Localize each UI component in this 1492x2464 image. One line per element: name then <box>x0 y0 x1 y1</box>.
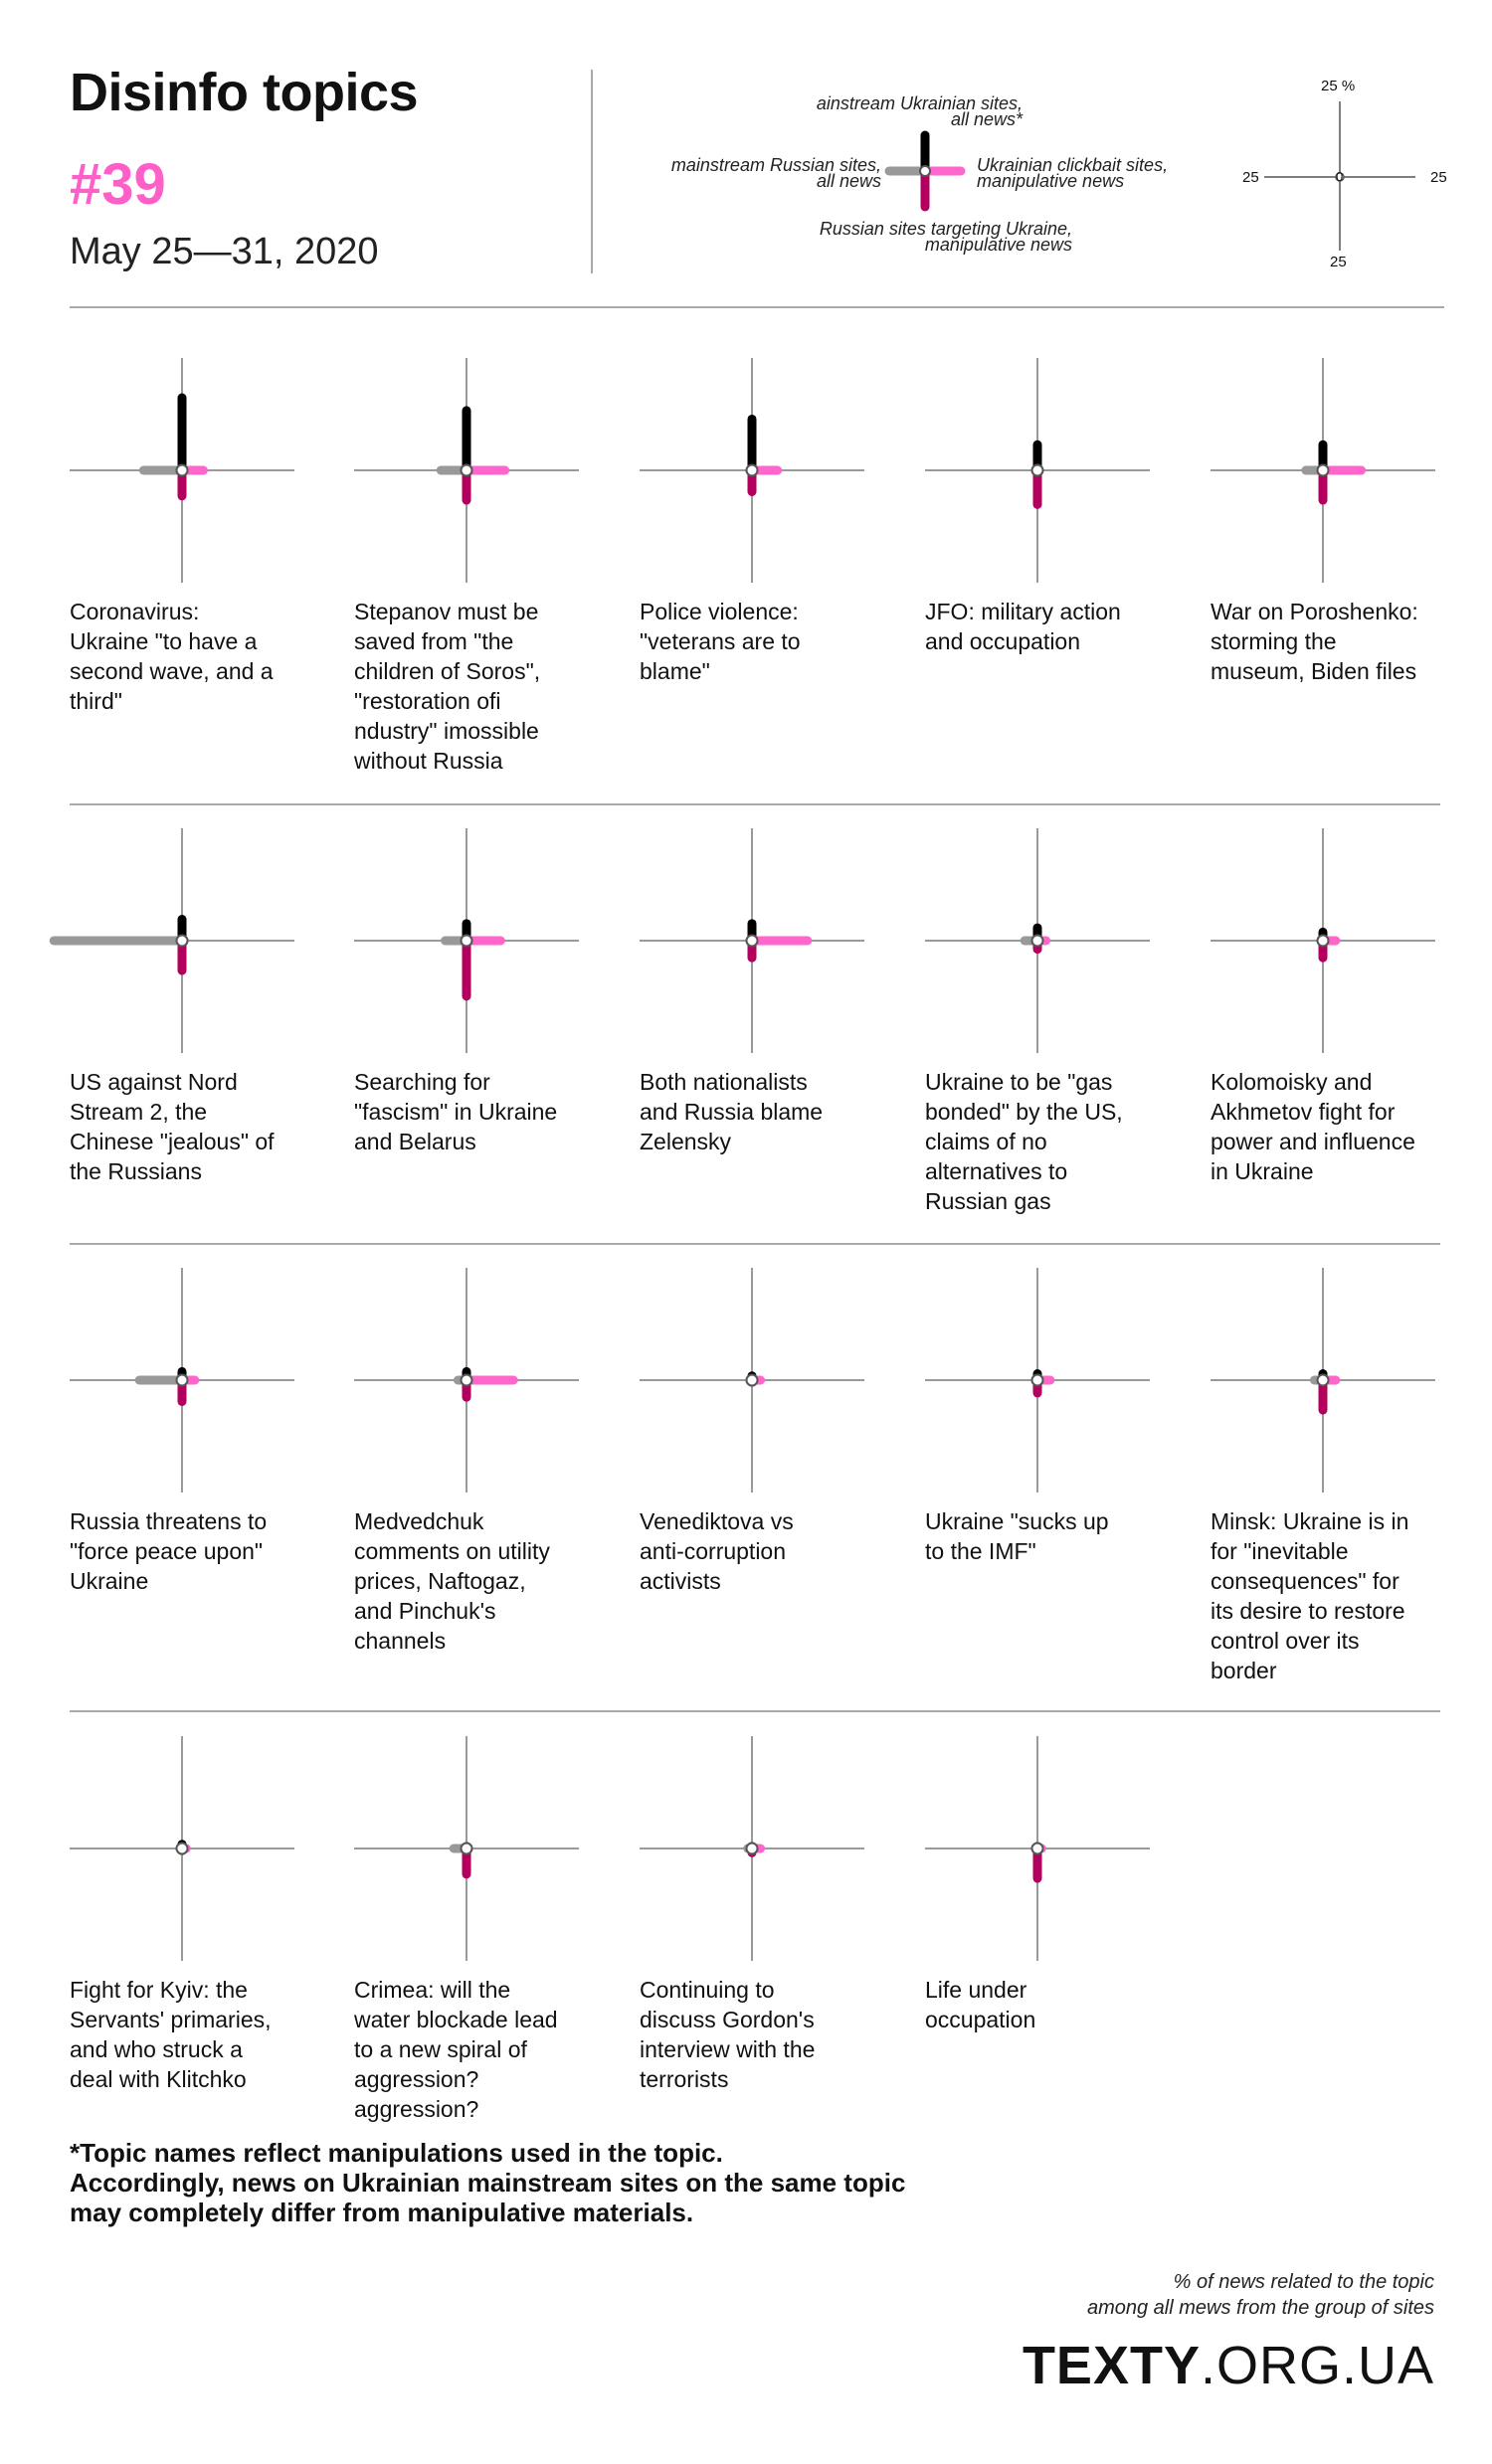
topic-label: Both nationalists and Russia blame Zelensky <box>640 1069 824 1154</box>
row-divider <box>70 1710 1440 1712</box>
topic-label: Ukraine "sucks up to the IMF" <box>925 1508 1109 1564</box>
scale-right-label: 25 <box>1430 169 1447 186</box>
center-dot <box>462 465 472 476</box>
topic-label: Continuing to discuss Gordon's interview with the terrorists <box>640 1977 816 2092</box>
center-dot <box>747 465 758 476</box>
center-dot <box>462 1844 472 1854</box>
scale-center-label: 0 <box>1336 169 1344 184</box>
topic-label: Venediktova vs anti-corruption activists <box>640 1508 794 1594</box>
date-range: May 25—31, 2020 <box>70 231 379 272</box>
center-dot <box>177 1375 188 1386</box>
page-title: Disinfo topics <box>70 63 419 122</box>
scale-top-label: 25 % <box>1321 78 1356 94</box>
center-dot <box>462 936 472 947</box>
center-dot <box>1032 1375 1043 1386</box>
issue-number: #39 <box>70 152 166 217</box>
center-dot <box>747 936 758 947</box>
units-note: % of news related to the topic among all mews from the group of sites <box>1086 2271 1434 2319</box>
topic-label: Medvedchuk comments on utility prices, Naftogaz, and Pinchuk's channels <box>354 1508 550 1654</box>
center-dot <box>177 1844 188 1854</box>
row-divider <box>70 1243 1440 1245</box>
topic-label: War on Poroshenko: storming the museum, Biden files <box>1211 599 1418 684</box>
topic-label: Ukraine to be "gas bonded" by the US, claims of no alternatives to Russian gas <box>925 1069 1123 1214</box>
center-dot <box>1032 465 1043 476</box>
brand-bold: TEXTY <box>1022 2336 1201 2395</box>
header-rule <box>70 306 1444 308</box>
center-dot <box>747 1844 758 1854</box>
center-dot <box>177 465 188 476</box>
topic-label: Crimea: will the water blockade lead to a new spiral of aggression? aggression? <box>354 1977 558 2122</box>
legend <box>597 60 1492 278</box>
header-divider <box>591 70 593 273</box>
footnote: *Topic names reflect manipulations used in the topic. Accordingly, news on Ukrainian mainstream sites on the same topic may completely differ from manipulative materials. <box>70 2138 906 2227</box>
topic-label: Fight for Kyiv: the Servants' primaries, and who struck a deal with Klitchko <box>70 1977 272 2092</box>
row-divider <box>70 803 1440 805</box>
center-dot <box>462 1375 472 1386</box>
scale-left-label: 25 <box>1242 169 1259 186</box>
topic-label: Life under occupation <box>925 1977 1036 2032</box>
center-dot <box>1032 1844 1043 1854</box>
center-dot <box>747 1375 758 1386</box>
brand-logo <box>1023 2335 1434 2396</box>
topic-label: Russia threatens to "force peace upon" Ukraine <box>70 1508 268 1594</box>
legend-right-label: Ukrainian clickbait sites, manipulative news <box>977 155 1169 191</box>
scale-bottom-label: 25 <box>1330 254 1347 270</box>
center-dot <box>1318 465 1329 476</box>
center-dot <box>1032 936 1043 947</box>
topic-label: Searching for "fascism" in Ukraine and Belarus <box>354 1069 558 1154</box>
topic-label: Minsk: Ukraine is in for "inevitable consequences" for its desire to restore control over its border <box>1211 1508 1409 1683</box>
topic-label: Stepanov must be saved from "the children of Soros", "restoration ofi ndustry" imossible without Russia <box>354 599 541 774</box>
legend-left-label: mainstream Russian sites, all news <box>670 155 881 191</box>
topic-label: Kolomoisky and Akhmetov fight for power and influence in Ukraine <box>1211 1069 1415 1184</box>
center-dot <box>177 936 188 947</box>
scale-cross <box>597 60 1492 278</box>
brand-rest: .ORG.UA <box>1200 2336 1434 2395</box>
topic-label: US against Nord Stream 2, the Chinese "jealous" of the Russians <box>70 1069 275 1184</box>
topic-label: JFO: military action and occupation <box>925 599 1121 654</box>
center-dot <box>1318 1375 1329 1386</box>
legend-top-label: ainstream Ukrainian sites, all news* <box>816 93 1023 129</box>
legend-bottom-label: Russian sites targeting Ukraine, manipulative news <box>819 219 1072 255</box>
topic-label: Coronavirus: Ukraine "to have a second wave, and a third" <box>70 599 274 714</box>
center-dot <box>1318 936 1329 947</box>
topic-label: Police violence: "veterans are to blame" <box>640 599 801 684</box>
